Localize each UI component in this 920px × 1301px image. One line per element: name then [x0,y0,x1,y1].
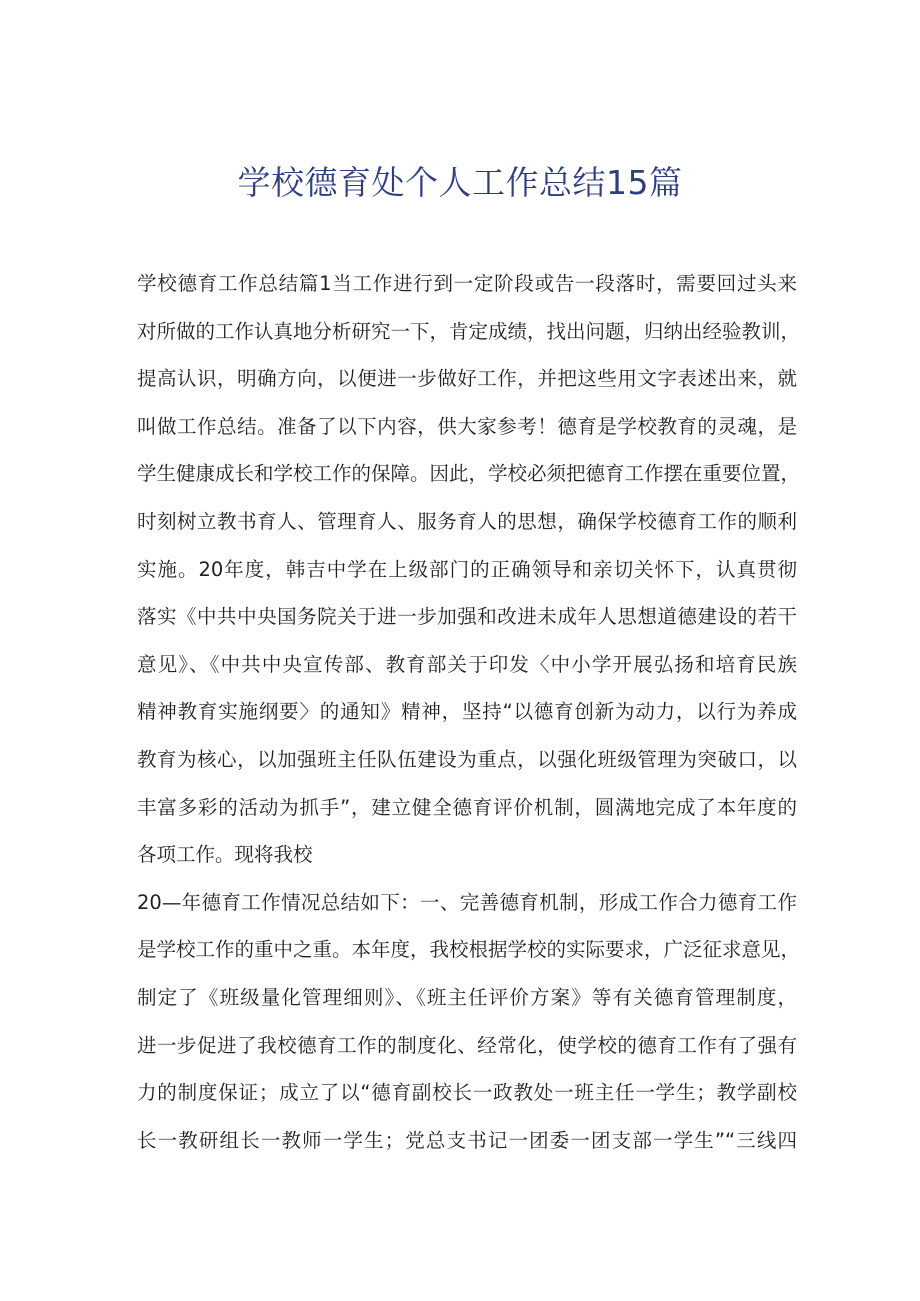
body-line: 20—年德育工作情况总结如下：一、完善德育机制，形成工作合力德育工作 [137,890,797,914]
body-line: 各项工作。现将我校 [137,843,313,867]
body-line: 进一步促进了我校德育工作的制度化、经常化，使学校的德育工作有了强有 [137,1033,797,1057]
body-line: 是学校工作的重中之重。本年度，我校根据学校的实际要求，广泛征求意见， [137,938,801,962]
body-line: 精神教育实施纲要〉的通知》精神，坚持“以德育创新为动力，以行为养成 [137,700,797,724]
body-line: 力的制度保证；成立了以“德育副校长一政教处一班主任一学生；教学副校 [137,1081,797,1105]
body-line: 提高认识，明确方向，以便进一步做好工作，并把这些用文字表述出来，就 [137,367,797,391]
body-line: 落实《中共中央国务院关于进一步加强和改进未成年人思想道德建设的若干 [137,605,797,629]
body-line: 学校德育工作总结篇1当工作进行到一定阶段或告一段落时，需要回过头来 [137,272,797,295]
body-line: 丰富多彩的活动为抓手”，建立健全德育评价机制，圆满地完成了本年度的 [137,795,797,819]
body-line: 教育为核心，以加强班主任队伍建设为重点，以强化班级管理为突破口，以 [137,747,797,771]
document-body [137,260,801,1164]
body-line: 时刻树立教书育人、管理育人、服务育人的思想，确保学校德育工作的顺利 [137,509,797,533]
body-line: 叫做工作总结。准备了以下内容，供大家参考！德育是学校教育的灵魂，是 [137,414,797,438]
document-title: 学校德育处个人工作总结15篇 [237,163,683,202]
body-line: 意见》、《中共中央宣传部、教育部关于印发〈中小学开展弘扬和培育民族 [137,652,797,676]
body-line: 实施。20年度，韩吉中学在上级部门的正确领导和亲切关怀下，认真贯彻 [137,557,797,581]
body-line: 长一教研组长一教师一学生；党总支书记一团委一团支部一学生”“三线四 [137,1128,797,1152]
body-line: 学生健康成长和学校工作的保障。因此，学校必须把德育工作摆在重要位置， [137,462,801,486]
body-line: 制定了《班级量化管理细则》、《班主任评价方案》等有关德育管理制度， [137,985,797,1009]
body-line: 对所做的工作认真地分析研究一下，肯定成绩，找出问题，归纳出经验教训， [137,319,801,343]
